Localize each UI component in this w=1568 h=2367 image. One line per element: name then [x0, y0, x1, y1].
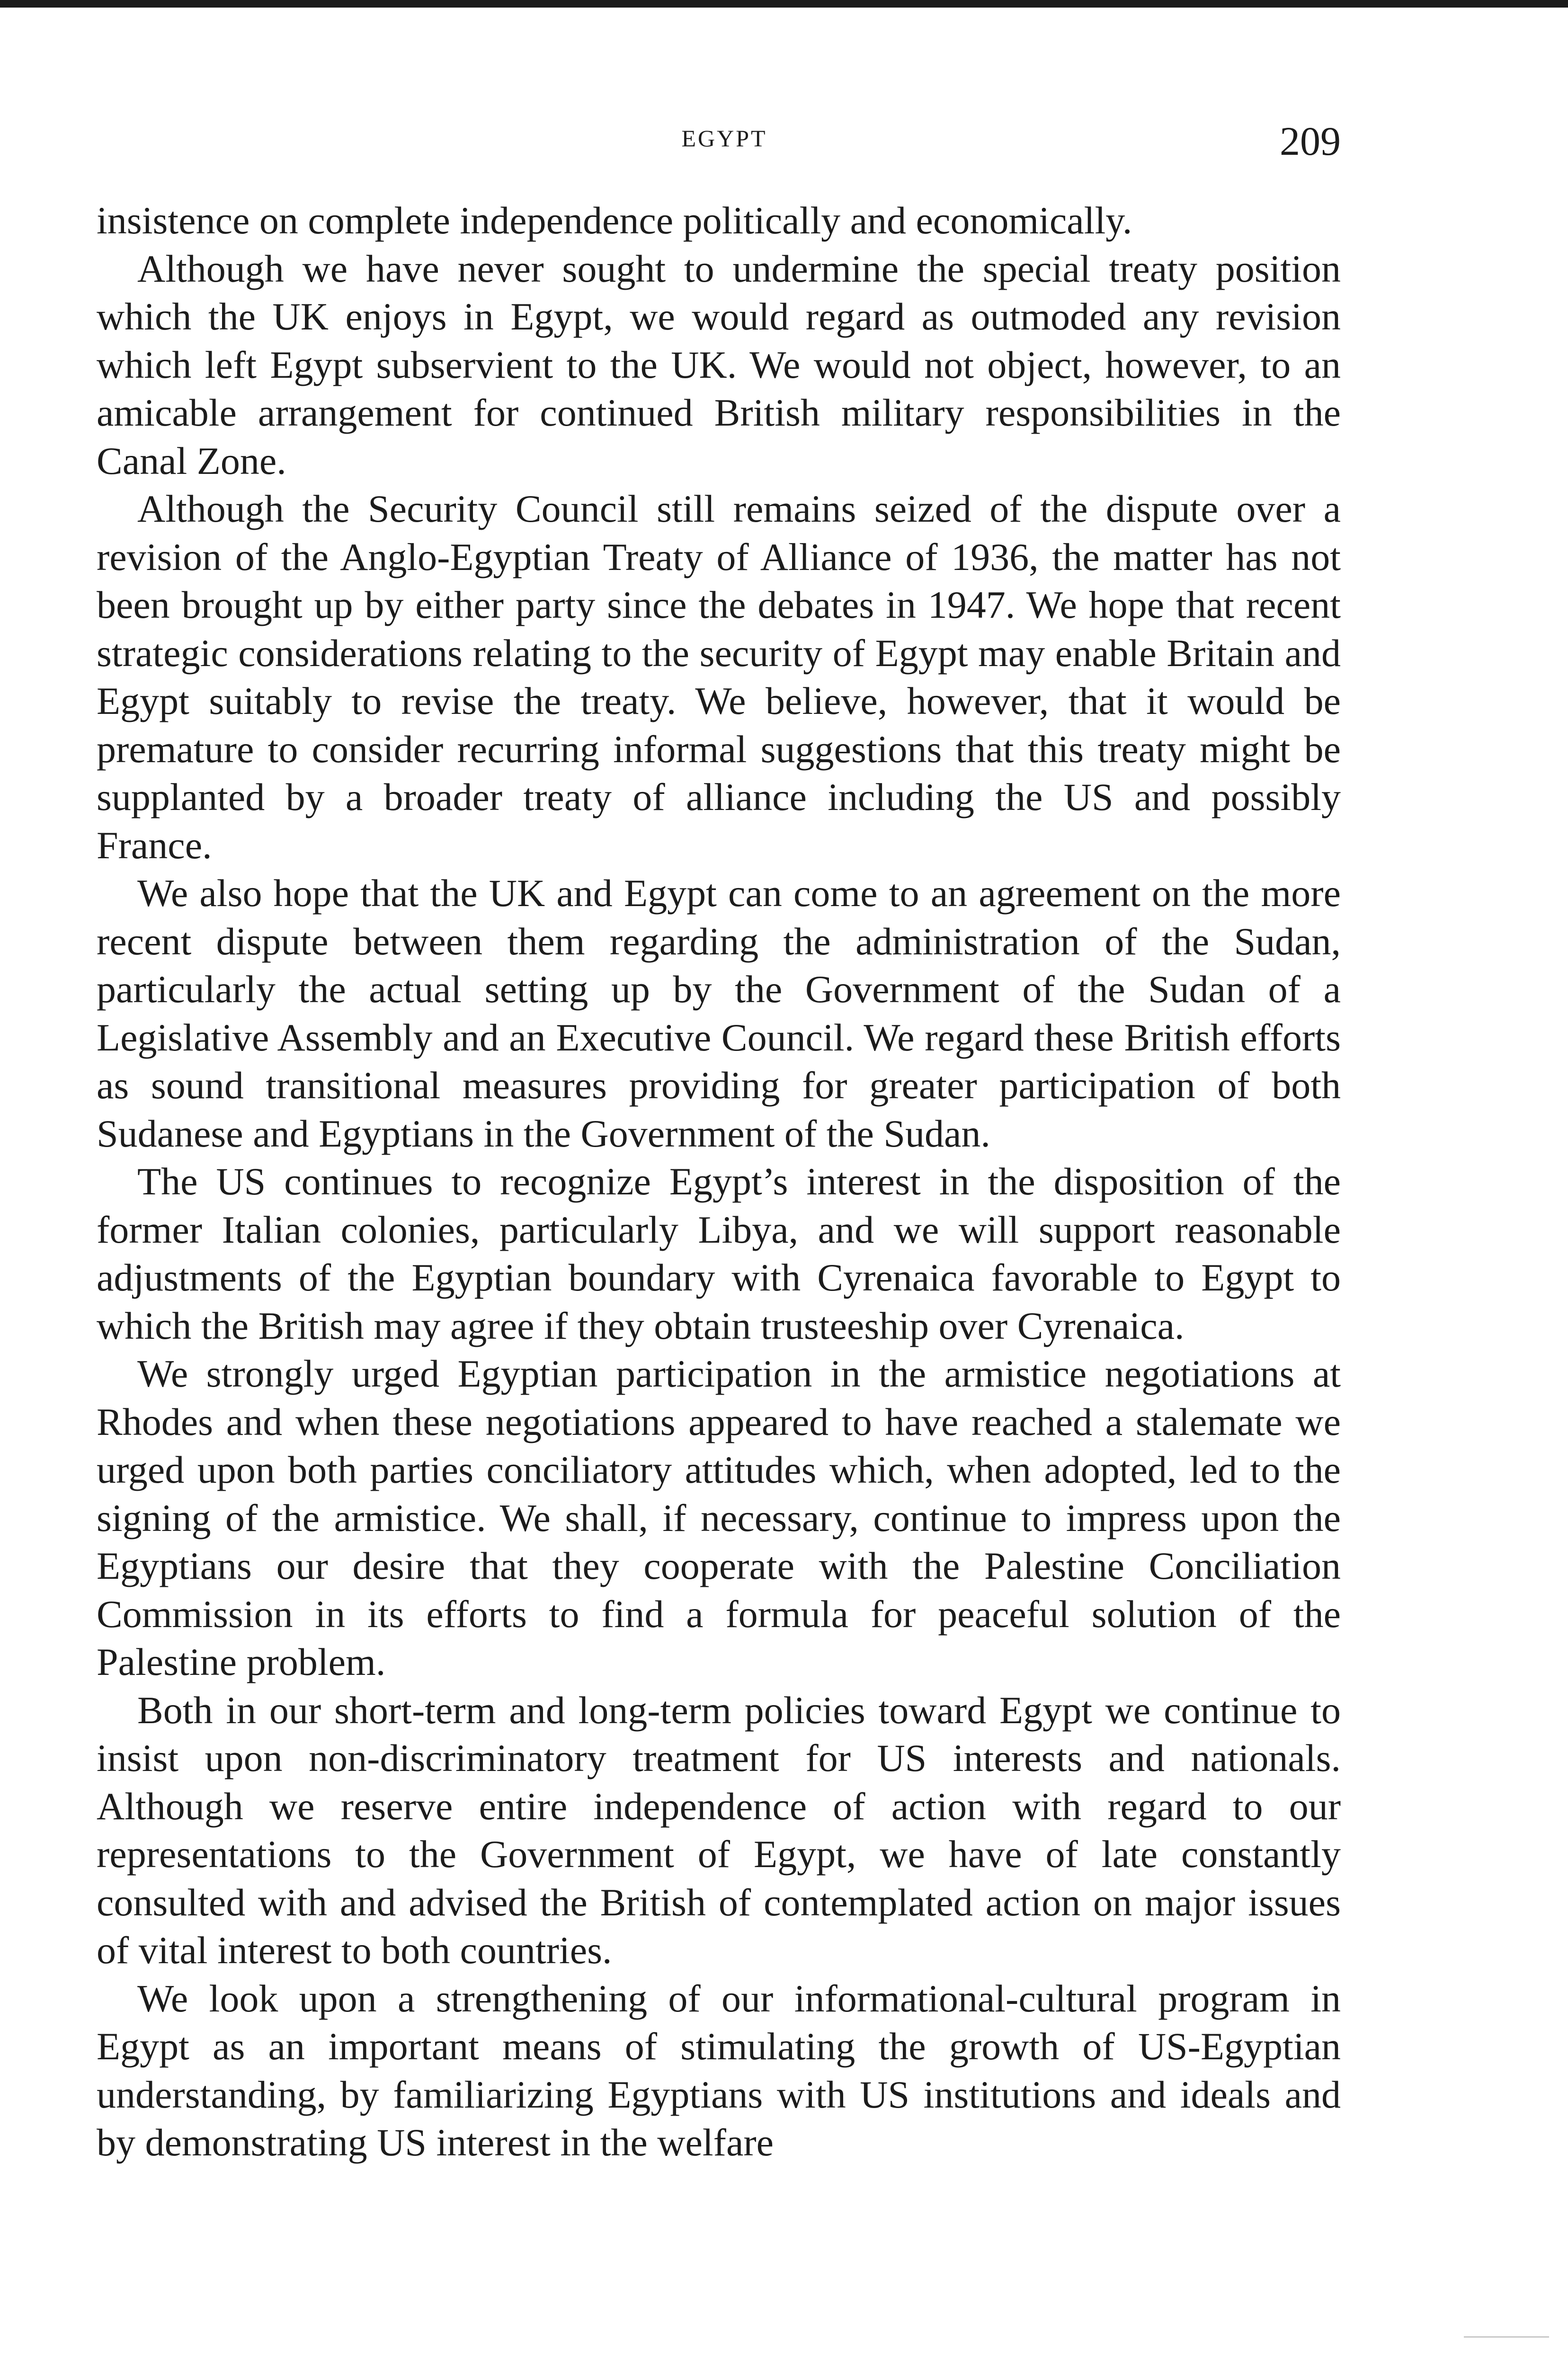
paragraph-italian-colonies: The US continues to recognize Egypt’s interest in the disposition of the former Italian colonies, particularly Libya, and we will support reasonable adjustments of the Egyptian boundary with Cyrenaica favorable to Egypt to which the British may agree if they obtain trusteeship over Cyrenaica. [97, 1160, 1341, 1347]
paragraph-informational-cultural: We look upon a strengthening of our informational-cultural program in Egypt as an important means of stimulating the growth of US-Egyptian understanding, by familiarizing Egyptians with US institutions and ideals and by demonstrating US interest in the welfare [97, 1976, 1341, 2164]
paragraph-security-council: Although the Security Council still remains seized of the dispute over a revision of the Anglo-Egyptian Treaty of Alliance of 1936, the matter has not been brought up by either party since the debates in 1947. We hope that recent strategic considerations relating to the security of Egypt may enable Britain and Egypt suitably to revise the treaty. We believe, however, that it would be premature to consider recurring informal suggestions that this treaty might be supplanted by a broader treaty of alliance including the US and possibly France. [97, 487, 1341, 867]
paragraph-uk-treaty-position: Although we have never sought to undermine the special treaty position which the UK enjoys in Egypt, we would regard as outmoded any revision which left Egypt subservient to the UK. We would not object, however, to an amicable arrangement for continued British military responsibilities in the Canal Zone. [97, 247, 1341, 482]
top-border-rule [0, 0, 1568, 8]
paragraph-armistice: We strongly urged Egyptian participation in the armistice negotiations at Rhodes and when these negotiations appeared to have reached a stalemate we urged upon both parties conciliatory attitudes which, when adopted, led to the signing of the armistice. We shall, if necessary, continue to impress upon the Egyptians our desire that they cooperate with the Palestine Conciliation Commission in its efforts to find a formula for peaceful solution of the Palestine problem. [97, 1352, 1341, 1683]
page-edge-mark [1464, 2336, 1549, 2338]
page-number: 209 [1280, 118, 1341, 164]
running-head [0, 118, 1568, 164]
paragraph-continued: insistence on complete independence politically and economically. [97, 199, 1132, 242]
paragraph-policies: Both in our short-term and long-term policies toward Egypt we continue to insist upon non-discriminatory treatment for US interests and nationals. Although we reserve entire independence of action with regard to our representations to the Government of Egypt, we have of late constantly consulted with and advised the British of contemplated action on major issues of vital interest to both countries. [97, 1688, 1341, 1972]
running-title: EGYPT [681, 125, 767, 151]
body-text [97, 196, 1341, 2167]
paragraph-sudan: We also hope that the UK and Egypt can come to an agreement on the more recent dispute between them regarding the administration of the Sudan, particularly the actual setting up by the Government of the Sudan of a Legislative Assembly and an Executive Council. We regard these British efforts as sound transitional measures providing for greater participation of both Sudanese and Egyptians in the Government of the Sudan. [97, 872, 1341, 1155]
